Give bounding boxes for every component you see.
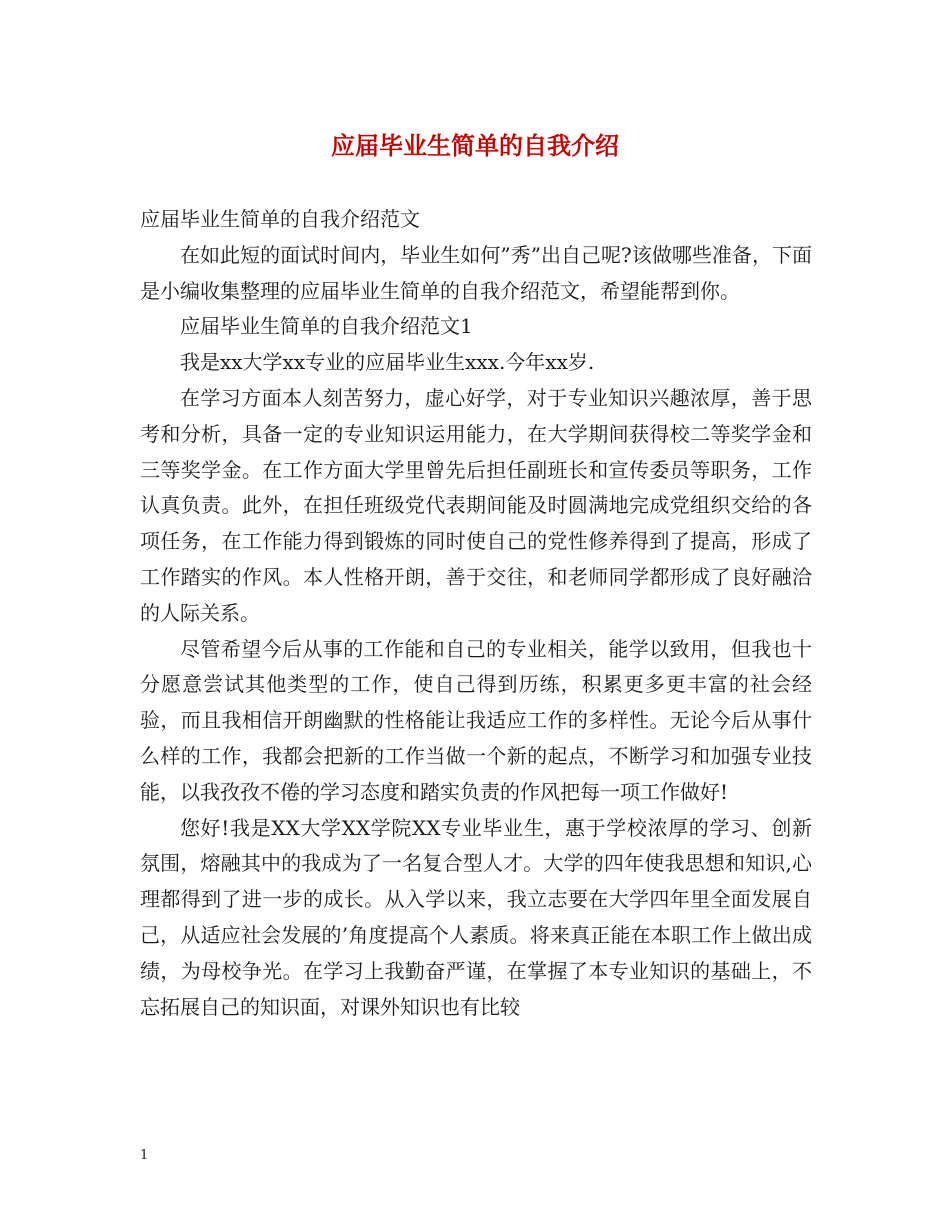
document-body (140, 202, 812, 1025)
section-subheading: 应届毕业生简单的自我介绍范文 (140, 207, 420, 231)
study-work-paragraph: 在学习方面本人刻苦努力，虚心好学，对于专业知识兴趣浓厚，善于思考和分析，具备一定的专业知识运用能力，在大学期间获得校二等奖学金和三等奖学金。在工作方面大学里曾先后担任副班长和宣传委员等职务，工作认真负责。此外，在担任班级党代表期间能及时圆满地完成党组织交给的各项任务，在工作能力得到锻炼的同时使自己的党性修养得到了提高，形成了工作踏实的作风。本人性格开朗，善于交往，和老师同学都形成了良好融洽的人际关系。 (140, 385, 812, 625)
greeting-paragraph: 您好!我是XX大学XX学院XX专业毕业生，惠于学校浓厚的学习、创新氛围，熔融其中的我成为了一名复合型人才。大学的四年使我思想和知识,心理都得到了进一步的成长。从入学以来，我立志要在大学四年里全面发展自己，从适应社会发展的’角度提高个人素质。将来真正能在本职工作上做出成绩，为母校争光。在学习上我勤奋严谨，在掌握了本专业知识的基础上，不忘拓展自己的知识面，对课外知识也有比较 (140, 815, 812, 1019)
intro-line-paragraph: 我是xx大学xx专业的应届毕业生xxx.今年xx岁. (180, 350, 595, 375)
sample-heading: 应届毕业生简单的自我介绍范文1 (180, 314, 473, 339)
page-number: 1 (140, 1148, 149, 1163)
intro-paragraph: 在如此短的面试时间内，毕业生如何”秀”出自己呢?该做哪些准备，下面是小编收集整理的应届毕业生简单的自我介绍范文，希望能帮到你。 (140, 242, 812, 303)
document-title: 应届毕业生简单的自我介绍 (331, 131, 619, 160)
career-goal-paragraph: 尽管希望今后从事的工作能和自己的专业相关，能学以致用，但我也十分愿意尝试其他类型的工作，使自己得到历练，积累更多更丰富的社会经验，而且我相信开朗幽默的性格能让我适应工作的多样性。无论今后从事什么样的工作，我都会把新的工作当做一个新的起点，不断学习和加强专业技能，以我孜孜不倦的学习态度和踏实负责的作风把每一项工作做好! (140, 636, 812, 804)
